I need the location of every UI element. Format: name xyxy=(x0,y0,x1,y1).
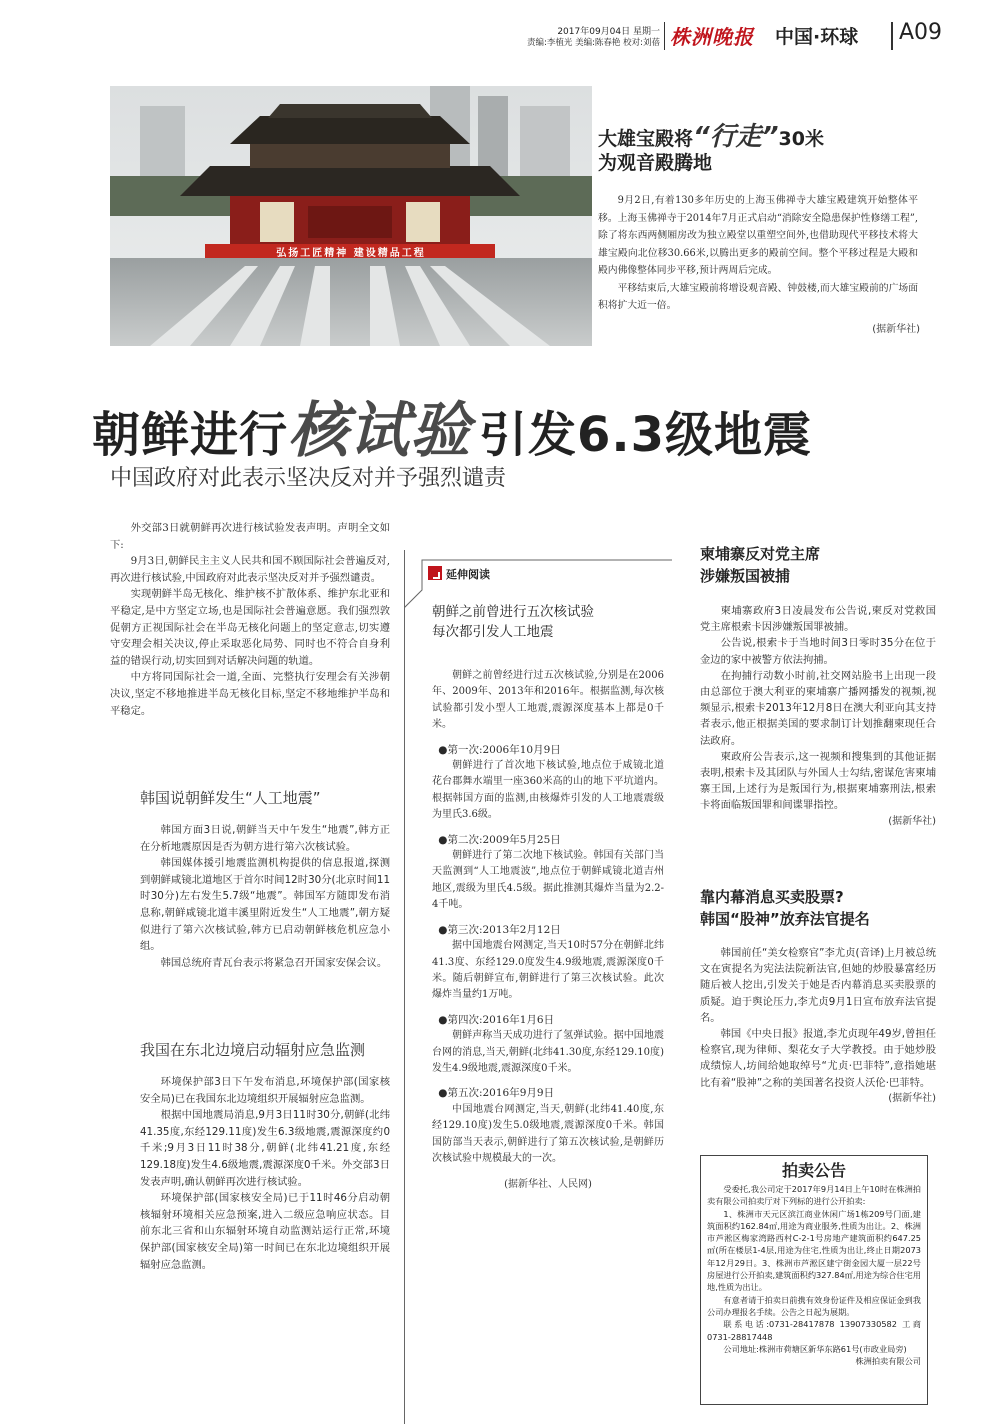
main-headline-pre: 朝鲜进行 xyxy=(92,407,289,463)
auction-notice-box xyxy=(700,1155,928,1405)
extend-article xyxy=(432,668,664,1194)
temple-article xyxy=(598,192,918,315)
korea-quake-title: 韩国说朝鲜发生“人工地震” xyxy=(140,789,321,807)
cambodia-article xyxy=(700,603,936,830)
radiation-title: 我国在东北边境启动辐射应急监测 xyxy=(140,1041,366,1059)
nuclear-test-item xyxy=(432,1085,664,1167)
newspaper-logo: 株洲晚报 xyxy=(670,25,754,49)
nuclear-test-date: ●第一次:2006年10月9日 xyxy=(438,743,561,756)
stock-title-line2: 韩国“股神”放弃法官提名 xyxy=(700,910,870,928)
temple-headline-pre: 大雄宝殿将 xyxy=(598,128,694,150)
extend-title-line1: 朝鲜之前曾进行五次核试验 xyxy=(432,604,594,620)
korea-quake-article xyxy=(140,822,390,971)
cambodia-paragraph: 柬埔寨政府3日凌晨发布公告说,柬反对党救国党主席根索卡因涉嫌叛国罪被捕。 xyxy=(700,605,936,634)
main-headline-em: 核试验 xyxy=(288,396,472,466)
main-headline-post: 引发6.3级地震 xyxy=(479,407,813,463)
cambodia-paragraph: 柬政府公告表示,这一视频和搜集到的其他证据表明,根索卡及其团队与外国人士勾结,密谋危害柬埔寨王国,上述行为是叛国行为,根据柬埔寨刑法,根索卡将面临叛国罪和间谍罪指控。 xyxy=(700,750,936,812)
temple-headline-post: 30米 xyxy=(778,128,824,150)
nuclear-test-date: ●第三次:2013年2月12日 xyxy=(438,923,561,936)
temple-headline-em: “行走” xyxy=(693,122,779,152)
auction-body xyxy=(701,1181,927,1369)
cambodia-title xyxy=(700,543,820,587)
extend-title xyxy=(432,602,594,642)
korea-paragraph: 韩国媒体援引地震监测机构提供的信息报道,探测到朝鲜咸镜北道地区于首尔时间12时30分(北京时间11时30分)左右发生5.7级“地震”。韩国军方随即发布消息称,朝鲜咸镜北道丰溪里附近发生“人工地震”,朝方疑似进行了第六次核试验,韩方已启动朝鲜核危机应急小组。 xyxy=(140,857,390,953)
statement-paragraph: 9月3日,朝鲜民主主义人民共和国不顾国际社会普遍反对,再次进行核试验,中国政府对此表示坚决反对并予强烈谴责。 xyxy=(110,555,390,584)
statement-paragraph: 实现朝鲜半岛无核化、维护核不扩散体系、维护东北亚和平稳定,是中方坚定立场,也是国际社会普遍意愿。我们强烈敦促朝方正视国际社会在半岛无核化问题上的坚定意志,切实遵守安理会相关决议,停止采取恶化局势、同时也不符合自身利益的错误行动,切实回到对话解决问题的轨道。 xyxy=(110,588,390,667)
cambodia-paragraph: 在拘捕行动数小时前,社交网站脸书上出现一段由总部位于澳大利亚的柬埔寨广播网播发的视频,视频显示,根索卡2013年12月8日在澳大利亚向其支持者表示,他正根据美国的要求制订计划推翻柬现任合法政府。 xyxy=(700,669,936,747)
nuclear-test-text: 朝鲜进行了第二次地下核试验。韩国有关部门当天监测到“人工地震波”,地点位于朝鲜咸镜北道吉州地区,震级为里氏4.5级。据此推测其爆炸当量为2.2-4千吨。 xyxy=(432,850,664,911)
extend-title-line2: 每次都引发人工地震 xyxy=(432,624,554,640)
foreign-ministry-statement xyxy=(110,520,390,719)
nuclear-test-date: ●第五次:2016年9月9日 xyxy=(438,1087,555,1100)
temple-paragraph: 平移结束后,大雄宝殿前将增设观音殿、钟鼓楼,而大雄宝殿前的广场面积将扩大近一倍。 xyxy=(598,282,918,311)
nuclear-test-date: ●第二次:2009年5月25日 xyxy=(438,833,561,846)
header-divider-2 xyxy=(891,22,893,50)
issue-date: 2017年09月04日 星期一 xyxy=(557,27,660,37)
stock-article xyxy=(700,945,936,1107)
auction-paragraph: 有意者请于拍卖日前携有效身份证件及相应保证金到我公司办理报名手续。公告之日起为展期。 xyxy=(707,1294,921,1317)
temple-photo xyxy=(110,86,592,346)
radiation-article xyxy=(140,1074,390,1273)
korea-paragraph: 韩国方面3日说,朝鲜当天中午发生“地震”,韩方正在分析地震原因是否为朝方进行第六次核试验。 xyxy=(140,824,390,853)
stock-title-line1: 靠内幕消息买卖股票? xyxy=(700,888,844,906)
section-name: 中国·环球 xyxy=(775,26,859,48)
stock-paragraph: 韩国《中央日报》报道,李尤贞现年49岁,曾担任检察官,现为律师、梨花女子大学教授。由于她炒股成绩惊人,坊间给她取绰号“尤贞·巴菲特”,意指她堪比有着“股神”之称的美国著名投资人沃伦·巴菲特。 xyxy=(700,1028,936,1089)
nuclear-test-text: 据中国地震台网测定,当天10时57分在朝鲜北纬41.3度、东经129.0度发生4.9级地震,震源深度0千米。随后朝鲜宣布,朝鲜进行了第三次核试验。此次爆炸当量约1万吨。 xyxy=(432,940,664,1001)
auction-paragraph: 受委托,我公司定于2017年9月14日上午10时在株洲拍卖有限公司拍卖厅对下列标的进行公开拍卖: xyxy=(707,1184,921,1207)
nuclear-test-text: 中国地震台网测定,当天,朝鲜(北纬41.40度,东经129.10度)发生5.0级地震,震源深度0千米。韩国国防部当天表示,朝鲜进行了第五次核试验,是朝鲜历次核试验中规模最大的一次。 xyxy=(432,1103,664,1164)
extend-tag-icon xyxy=(428,566,442,580)
radiation-paragraph: 环境保护部3日下午发布消息,环境保护部(国家核安全局)已在我国东北边境组织开展辐射应急监测。 xyxy=(140,1076,390,1105)
radiation-paragraph: 环境保护部(国家核安全局)已于11时46分启动朝核辐射环境相关应急预案,进入二级应急响应状态。目前东北三省和山东辐射环境自动监测站运行正常,环境保护部(国家核安全局)第一时间已在东北边境组织开展辐射应急监测。 xyxy=(140,1192,390,1271)
nuclear-test-text: 朝鲜进行了首次地下核试验,地点位于咸镜北道花台郡舞水端里一座360米高的山的地下平坑道内。根据韩国方面的监测,由核爆炸引发的人工地震震级为里氏3.6级。 xyxy=(432,760,664,821)
main-subtitle: 中国政府对此表示坚决反对并予强烈谴责 xyxy=(110,466,507,491)
header-divider xyxy=(664,22,665,50)
temple-source: (据新华社) xyxy=(872,324,920,335)
statement-paragraph: 外交部3日就朝鲜再次进行核试验发表声明。声明全文如下: xyxy=(110,522,390,551)
stock-paragraph: 韩国前任“美女检察官”李尤贞(音译)上月被总统文在寅提名为宪法法院新法官,但她的炒股暴富经历随后被人挖出,引发关于她是否内幕消息买卖股票的质疑。迫于舆论压力,李尤贞9月1日宣布放弃法官提名。 xyxy=(700,947,936,1024)
stock-source: (据新华社) xyxy=(888,1092,936,1104)
extend-intro: 朝鲜之前曾经进行过五次核试验,分别是在2006年、2009年、2013年和2016年。根据监测,每次核试验都引发小型人工地震,震源深度基本上都是0千米。 xyxy=(432,670,664,731)
editor-credits: 责编:李植光 美编:陈春艳 校对:刘蓓 xyxy=(527,38,660,48)
extend-tag: 延伸阅读 xyxy=(446,568,490,581)
auction-address: 公司地址:株洲市荷塘区新华东路61号(市政业局旁) xyxy=(723,1343,907,1354)
extend-source: (据新华社、人民网) xyxy=(504,1179,592,1191)
page-number: A09 xyxy=(899,20,943,45)
cambodia-title-line2: 涉嫌叛国被捕 xyxy=(700,567,791,585)
nuclear-test-text: 朝鲜声称当天成功进行了氢弹试验。据中国地震台网的消息,当天,朝鲜(北纬41.30度,东经129.10度)发生4.9级地震,震源深度0千米。 xyxy=(432,1030,664,1074)
korea-paragraph: 韩国总统府青瓦台表示将紧急召开国家安保会议。 xyxy=(160,956,388,969)
cambodia-paragraph: 公告说,根索卡于当地时间3日零时35分在位于金边的家中被警方依法拘捕。 xyxy=(700,637,936,666)
temple-paragraph: 9月2日,有着130多年历史的上海玉佛禅寺大雄宝殿建筑开始整体平移。上海玉佛禅寺于2014年7月正式启动“消除安全隐患保护性修缮工程”,除了将东西两侧厢房改为独立殿堂以重塑空间外,也借助现代平移技术将大雄宝殿向北位移30.66米,以腾出更多的殿前空间。整个平移过程是大殿和殿内佛像整体同步平移,预计两周后完成。 xyxy=(598,195,918,276)
nuclear-test-item xyxy=(432,832,664,914)
stock-title xyxy=(700,886,870,930)
nuclear-test-item xyxy=(432,922,664,1004)
nuclear-test-item xyxy=(432,1012,664,1078)
auction-title: 拍卖公告 xyxy=(781,1161,846,1180)
nuclear-test-item xyxy=(432,742,664,824)
nuclear-test-date: ●第四次:2016年1月6日 xyxy=(438,1013,555,1026)
cambodia-source: (据新华社) xyxy=(888,815,936,827)
main-headline xyxy=(92,383,812,469)
auction-paragraph: 1、株洲市天元区滨江商业休闲广场1栋209号门面,建筑面积约162.84㎡,用途为商业服务,性质为出让。2、株洲市芦淞区梅家湾路西村C-2-1号房地产建筑面积约647.25㎡(所在楼层1-4层,用途为住宅,性质为出让,终止日期2073年12月29日。3、株洲市芦淞区建宁街金园大厦一层22号房屋进行公开拍卖,建筑面积约327.84㎡,用途为综合住宅用地,性质为出让。 xyxy=(707,1208,921,1293)
radiation-paragraph: 根据中国地震局消息,9月3日11时30分,朝鲜(北纬41.35度,东经129.11度)发生6.3级地震,震源深度约0千米;9月3日11时38分,朝鲜(北纬41.21度,东经129.18度)发生4.6级地震,震源深度0千米。外交部3日发表声明,确认朝鲜再次进行核试验。 xyxy=(140,1109,390,1188)
photo-banner-text: 弘扬工匠精神 建设精品工程 xyxy=(276,248,426,259)
extend-box-top xyxy=(404,550,672,568)
cambodia-title-line1: 柬埔寨反对党主席 xyxy=(700,545,821,563)
auction-company: 株洲拍卖有限公司 xyxy=(855,1356,921,1367)
auction-contact: 联系电话:0731-28417878 13907330582 工商0731-28817448 xyxy=(707,1319,921,1342)
statement-paragraph: 中方将同国际社会一道,全面、完整执行安理会有关涉朝决议,坚定不移地推进半岛无核化目标,坚定不移地维护半岛和平稳定。 xyxy=(110,671,390,717)
temple-headline-line2: 为观音殿腾地 xyxy=(598,152,713,174)
